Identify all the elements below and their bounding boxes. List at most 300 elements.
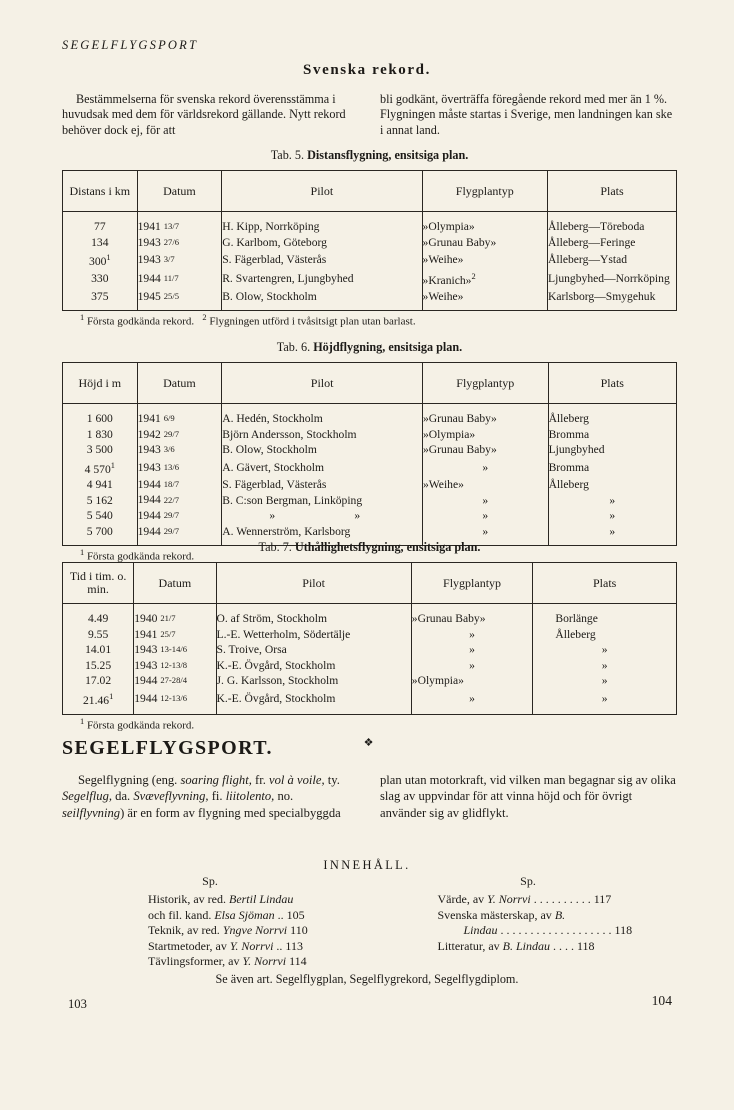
cell-text: 1940 (134, 612, 158, 625)
cell-date (137, 250, 222, 269)
cell-text: »Weihe» (423, 477, 464, 491)
cell-date (137, 289, 222, 311)
cell-text: O. af Ström, Stockholm (216, 612, 327, 626)
cell-height (63, 427, 138, 443)
cell-height (63, 442, 138, 458)
footnote-marker: 2 (471, 272, 476, 282)
cell-text: 17.02 (85, 674, 112, 688)
table-row (63, 442, 677, 458)
cell-text: »Olympia» (422, 220, 475, 234)
table-row (63, 212, 677, 235)
th-text: Plats (593, 575, 617, 590)
cell-place (533, 642, 677, 658)
toc-author: Elsa Sjöman (214, 907, 275, 922)
cell-date (137, 492, 222, 508)
table-5-th-type (422, 171, 548, 212)
cell-place (548, 458, 676, 477)
cell-date (134, 627, 216, 643)
cell-text: R. Svartengren, Ljungbyhed (222, 272, 354, 286)
cell-text: »Weihe» (422, 289, 464, 303)
toc-author: Y. Norrvi (229, 938, 274, 953)
cell-text: 1942 (137, 427, 161, 441)
cell-date (137, 269, 222, 288)
cell-pilot (222, 404, 423, 427)
table-7-th-type (411, 563, 533, 604)
footnote-marker: 1 (110, 460, 115, 470)
th-text: Plats (600, 183, 624, 198)
cell-text: K.-E. Övgård, Stockholm (216, 691, 336, 705)
cell-text: 330 (91, 272, 109, 286)
cell-text: 1943 (134, 643, 158, 657)
cell-pilot (222, 492, 423, 508)
th-text: Flygplantyp (455, 183, 514, 198)
cell-place (548, 250, 677, 269)
table-row (63, 627, 677, 643)
contents-sp-right: Sp. (520, 874, 536, 888)
intro-col-right (380, 92, 676, 138)
toc-author: Y. Norrvi (242, 954, 287, 969)
cell-date (137, 442, 222, 458)
contents-column-headers (62, 874, 677, 889)
cell-text: 1945 (137, 289, 161, 303)
toc-page: 105 (286, 907, 305, 922)
cell-text: »Grunau Baby» (422, 235, 497, 249)
list-item[interactable]: Tävlingsformer, av Y. Norrvi 114 (148, 954, 307, 969)
list-item[interactable]: Teknik, av red. Yngve Norrvi 110 (148, 923, 308, 938)
cell-text: » (469, 691, 475, 705)
toc-col-right (410, 892, 678, 970)
cell-text: 15.25 (85, 658, 112, 672)
date-fraction: 3/7 (163, 254, 175, 265)
toc-page: 114 (289, 954, 307, 969)
table-7-th-pilot (216, 563, 411, 604)
page-title-text: Svenska rekord. (303, 62, 431, 78)
cell-text: 5 540 (86, 509, 113, 523)
cell-text: A. Hedén, Stockholm (222, 412, 323, 426)
cell-pilot (222, 508, 423, 524)
th-text: Plats (600, 375, 624, 390)
cell-height (63, 404, 138, 427)
cell-pilot (216, 604, 411, 627)
cell-pilot (216, 627, 411, 643)
table-5-head (63, 171, 677, 212)
cell-text: 1944 (137, 493, 161, 507)
cell-place (548, 477, 676, 493)
cell-date (134, 673, 216, 689)
table-7 (62, 562, 677, 715)
cell-type (423, 477, 549, 493)
table-5-th-date (137, 171, 222, 212)
cell-text: 1944 (134, 674, 158, 688)
cell-type (411, 658, 533, 674)
th-text: Pilot (310, 375, 334, 390)
cell-text: Ljungbyhed (548, 443, 605, 457)
table-5 (62, 170, 677, 311)
list-item[interactable]: Historik, av red. Bertil Lindau (148, 892, 294, 906)
cell-place (533, 673, 677, 689)
cell-text: 1943 (134, 658, 158, 672)
cell-text: Bromma (548, 460, 590, 474)
date-fraction: 13/7 (163, 221, 179, 232)
date-fraction: 3/6 (163, 444, 175, 455)
cell-text: S. Fägerblad, Västerås (222, 477, 327, 491)
date-fraction: 6/9 (163, 413, 175, 424)
cell-text: Borlänge (555, 612, 598, 626)
footnote-marker-1: 1 (80, 717, 85, 726)
cell-text: 77 (94, 220, 106, 234)
table-7-head (63, 563, 677, 604)
article-text-left: Segelflygning (eng. soaring flight, fr. vol à voile, ty. Segelflug, da. Svæveflyvning, fi. liitolento, no. seilflyvning) är en form av flygning med specialbyggda (62, 773, 341, 820)
cell-place (548, 235, 677, 251)
cell-text: »Grunau Baby» (423, 412, 497, 426)
cell-type (423, 427, 549, 443)
cell-text: S. Troive, Orsa (216, 643, 287, 657)
toc-col-left (62, 892, 388, 970)
cell-pilot (222, 250, 422, 269)
th-text: Datum (158, 575, 192, 590)
table-5-caption-label: Tab. 5. (270, 148, 305, 162)
cell-text: 134 (91, 235, 109, 249)
cell-height (63, 458, 138, 477)
cell-date (137, 508, 222, 524)
cell-type (411, 604, 533, 627)
date-fraction: 12-13/8 (160, 659, 188, 670)
cell-text: Ålleberg—Feringe (548, 235, 636, 249)
cell-text: » (469, 658, 475, 672)
date-fraction: 13-14/6 (160, 644, 188, 655)
cell-text: Karlsborg—Smygehuk (548, 289, 656, 303)
table-row (63, 604, 677, 627)
table-6 (62, 362, 677, 546)
table-5-caption-title: Distansflygning, ensitsiga plan. (307, 148, 469, 162)
cell-type (423, 458, 549, 477)
cell-date (137, 235, 222, 251)
cell-date (137, 212, 222, 235)
cell-text: 1944 (137, 509, 161, 522)
article-col-left (62, 772, 358, 821)
toc-author: Lindau (463, 923, 498, 938)
cell-date (137, 404, 222, 427)
date-fraction: 22/7 (163, 494, 179, 505)
cell-text: Ljungbyhed—Norrköping (548, 272, 670, 286)
folio-left: 103 (68, 997, 87, 1011)
cell-text: » (609, 493, 616, 507)
cell-text: Bromma (548, 427, 590, 441)
cell-type (411, 673, 533, 689)
table-7-caption-label: Tab. 7. (258, 540, 292, 554)
cell-type (423, 492, 549, 508)
cell-text: 4.49 (87, 612, 109, 626)
cell-place (548, 269, 677, 288)
cell-height (63, 492, 138, 508)
th-text: Datum (163, 183, 196, 198)
table-5-th-pilot (222, 171, 422, 212)
footnote-marker-1: 1 (80, 313, 85, 323)
table-6-caption-title: Höjdflygning, ensitsiga plan. (313, 340, 463, 354)
cell-text: 1941 (137, 412, 161, 425)
intro-paragraphs (62, 92, 677, 138)
toc-page: 117 (593, 892, 612, 906)
cell-place (548, 289, 677, 311)
intro-text-left: Bestämmelserna för svenska rekord överensstämma i huvudsak med dem för världsrekord gällande. Nytt rekord behöver dock ej, för att (62, 92, 346, 137)
cell-pilot (222, 442, 423, 458)
table-row (63, 689, 677, 715)
list-item[interactable]: Lindau . . . . . . . . . . . . . . . . . . . 118 (463, 923, 633, 938)
section-ornament: ❖ (363, 736, 376, 749)
cell-text: 21.46 (82, 693, 110, 707)
list-item[interactable]: Litteratur, av B. Lindau . . . . 118 (437, 938, 595, 953)
footnote-text-1: Första godkända rekord. (86, 719, 195, 732)
cell-text: »Kranich» (422, 274, 472, 288)
cell-text: 1 830 (86, 427, 113, 441)
table-6-th-type (423, 363, 549, 404)
cell-type (423, 404, 549, 427)
table-of-contents (62, 892, 677, 970)
cell-type (411, 642, 533, 658)
cell-text: Ålleberg (548, 412, 589, 426)
table-row (63, 427, 677, 443)
date-fraction: 29/7 (163, 510, 179, 521)
cell-date (134, 604, 216, 627)
cell-pilot (222, 289, 422, 311)
cell-text: » (482, 524, 489, 538)
toc-page: 113 (285, 938, 303, 953)
footnote-text-1: Första godkända rekord. (86, 315, 195, 328)
table-5-body (63, 212, 677, 311)
cell-time (63, 627, 134, 643)
cell-text: Ålleberg (555, 627, 596, 641)
intro-text-right: bli godkänt, överträffa föregående rekord med mer än 1 %. Flygningen måste startas i Sverige, men landningen kan ske i annat land. (380, 92, 673, 137)
footnote-text-2: Flygningen utförd i tvåsitsigt plan utan barlast. (209, 315, 416, 328)
cell-text: 9.55 (87, 627, 109, 641)
cell-date (134, 689, 216, 715)
cell-pilot (222, 427, 423, 443)
table-5-th-distance (63, 171, 138, 212)
article-title: SEGELFLYGSPORT. (62, 737, 273, 759)
footnote-marker: 1 (109, 691, 114, 701)
cell-text: L.-E. Wetterholm, Södertälje (216, 627, 351, 641)
table-row (63, 250, 677, 269)
cell-text: B. C:son Bergman, Linköping (222, 493, 363, 507)
cell-pilot (216, 689, 411, 715)
date-fraction: 18/7 (163, 479, 179, 490)
date-fraction: 29/7 (163, 428, 179, 439)
table-6-block (62, 340, 677, 563)
cell-date (137, 477, 222, 493)
date-fraction: 13/6 (163, 461, 179, 472)
date-fraction: 29/7 (163, 525, 179, 536)
cell-text: 375 (91, 289, 109, 303)
table-row (63, 458, 677, 477)
cell-place (548, 508, 676, 524)
cell-text: »Grunau Baby» (411, 612, 486, 626)
cell-distance (63, 235, 138, 251)
table-5-header-row (63, 171, 677, 212)
table-5-th-place (548, 171, 677, 212)
list-item[interactable]: Svenska mästerskap, av B. (437, 907, 566, 922)
cell-text: 1943 (137, 252, 161, 266)
cell-text: J. G. Karlsson, Stockholm (216, 674, 339, 688)
list-item[interactable]: Värde, av Y. Norrvi . . . . . . . . . . 117 (437, 892, 612, 906)
cell-text: » (469, 627, 475, 641)
toc-page: 118 (577, 938, 595, 953)
cell-text-2: » (354, 509, 361, 523)
folio-right: 104 (651, 993, 672, 1008)
cell-pilot (222, 269, 422, 288)
cell-type (422, 250, 548, 269)
cell-text: » (482, 509, 489, 523)
article-body (62, 772, 677, 821)
table-row (63, 673, 677, 689)
cell-type (422, 269, 548, 288)
date-fraction: 25/5 (163, 290, 179, 301)
cell-text: 5 700 (86, 524, 113, 538)
table-row (63, 508, 677, 524)
cell-text: S. Fägerblad, Västerås (222, 253, 327, 267)
cell-text: 1 600 (86, 412, 113, 426)
date-fraction: 25/7 (160, 628, 176, 639)
cell-text: 1941 (134, 627, 158, 641)
cell-time (63, 642, 134, 658)
cell-text: 4 570 (84, 462, 111, 476)
cell-text: » (609, 509, 616, 523)
table-5-block (62, 148, 677, 328)
cell-text: » (601, 643, 608, 657)
table-6-body (63, 404, 677, 546)
cell-pilot (222, 477, 423, 493)
intro-col-left (62, 92, 358, 138)
cell-place (533, 604, 677, 627)
see-also-note: Se även art. Segelflygplan, Segelflygrekord, Segelflygdiplom. (215, 972, 519, 986)
list-item[interactable]: och fil. kand. Elsa Sjöman .. 105 (148, 907, 305, 922)
cell-date (137, 427, 222, 443)
cell-date (134, 658, 216, 674)
cell-place (533, 658, 677, 674)
table-6-th-date (137, 363, 222, 404)
table-row (63, 235, 677, 251)
cell-place (548, 442, 676, 458)
cell-type (422, 289, 548, 311)
table-6-caption-label: Tab. 6. (276, 340, 311, 354)
cell-place (548, 212, 677, 235)
cell-type (423, 442, 549, 458)
cell-text: 1941 (137, 220, 161, 233)
cell-place (533, 689, 677, 715)
cell-time (63, 604, 134, 627)
cell-text: A. Gävert, Stockholm (222, 460, 325, 474)
table-row (63, 269, 677, 288)
page-title (0, 62, 734, 79)
toc-author: B. Lindau (502, 938, 550, 953)
table-5-caption (62, 148, 677, 163)
cell-place (548, 404, 676, 427)
cell-text: 1943 (137, 235, 161, 249)
cell-text: 1944 (134, 691, 158, 705)
th-text: Pilot (302, 575, 325, 590)
cell-text: »Olympia» (423, 427, 476, 441)
cell-text: B. Olow, Stockholm (222, 289, 317, 303)
table-row (63, 404, 677, 427)
contents-sp-left: Sp. (202, 874, 218, 888)
cell-text: B. Olow, Stockholm (222, 443, 317, 457)
table-7-body (63, 604, 677, 715)
table-6-caption (62, 340, 677, 355)
cell-text: 3 500 (86, 443, 113, 457)
cell-date (134, 642, 216, 658)
footnote-marker: 1 (106, 253, 111, 263)
cell-pilot (216, 642, 411, 658)
cell-date (137, 458, 222, 477)
cell-pilot (216, 673, 411, 689)
table-row (63, 492, 677, 508)
cell-type (422, 235, 548, 251)
cell-text: 4 941 (86, 477, 113, 491)
article-text-right: plan utan motorkraft, vid vilken man begagnar sig av olika slag av uppvindar för att vinna höjd och för övrigt använder sig av glidflykt. (380, 773, 676, 820)
cell-text: 300 (89, 254, 107, 268)
cell-text: Björn Andersson, Stockholm (222, 427, 357, 441)
table-row (63, 642, 677, 658)
table-5-footnotes (62, 313, 677, 328)
th-text: Pilot (310, 183, 334, 198)
cell-text: G. Karlbom, Göteborg (222, 235, 327, 249)
th-text: Höjd i m (78, 375, 122, 390)
cell-text: 1943 (137, 443, 161, 457)
cell-text: Ålleberg—Töreboda (548, 220, 645, 234)
cell-type (423, 508, 549, 524)
date-fraction: 11/7 (163, 273, 179, 284)
table-7-footnotes (62, 717, 677, 732)
cell-text: » (609, 524, 616, 538)
article-col-right (380, 772, 676, 821)
cell-text: » (601, 658, 608, 672)
cell-text: Ålleberg (548, 477, 589, 491)
toc-page: 118 (614, 923, 633, 938)
cell-text: »Olympia» (411, 674, 464, 688)
footnote-text-1: Första godkända rekord. (86, 550, 195, 563)
cell-time (63, 689, 134, 715)
th-text: Flygplantyp (443, 575, 502, 590)
cell-text: » (269, 509, 276, 523)
table-7-block (62, 540, 677, 760)
cell-type (411, 627, 533, 643)
date-fraction: 27/6 (163, 236, 179, 247)
list-item[interactable]: Startmetoder, av Y. Norrvi .. 113 (148, 938, 303, 953)
th-text: Distans i km (69, 183, 131, 198)
date-fraction: 12-13/6 (160, 692, 188, 703)
cell-text: » (469, 643, 475, 657)
cell-text: »Grunau Baby» (423, 443, 497, 457)
cell-type (411, 689, 533, 715)
cell-type (422, 212, 548, 235)
cell-text: » (482, 493, 489, 507)
table-row (63, 658, 677, 674)
date-fraction: 21/7 (160, 613, 176, 624)
cell-text: A. Wennerström, Karlsborg (222, 524, 351, 538)
cell-text: » (601, 674, 608, 688)
table-6-th-pilot (222, 363, 423, 404)
cell-place (533, 627, 677, 643)
running-head: SEGELFLYGSPORT (62, 38, 199, 52)
table-7-header-row (63, 563, 677, 604)
cell-pilot (222, 212, 422, 235)
th-text: Flygplantyp (456, 375, 515, 390)
cell-time (63, 673, 134, 689)
cell-text: H. Kipp, Norrköping (222, 220, 320, 234)
table-row (63, 289, 677, 311)
table-7-th-date (134, 563, 216, 604)
toc-author: Y. Norrvi (487, 892, 531, 906)
cell-height (63, 477, 138, 493)
